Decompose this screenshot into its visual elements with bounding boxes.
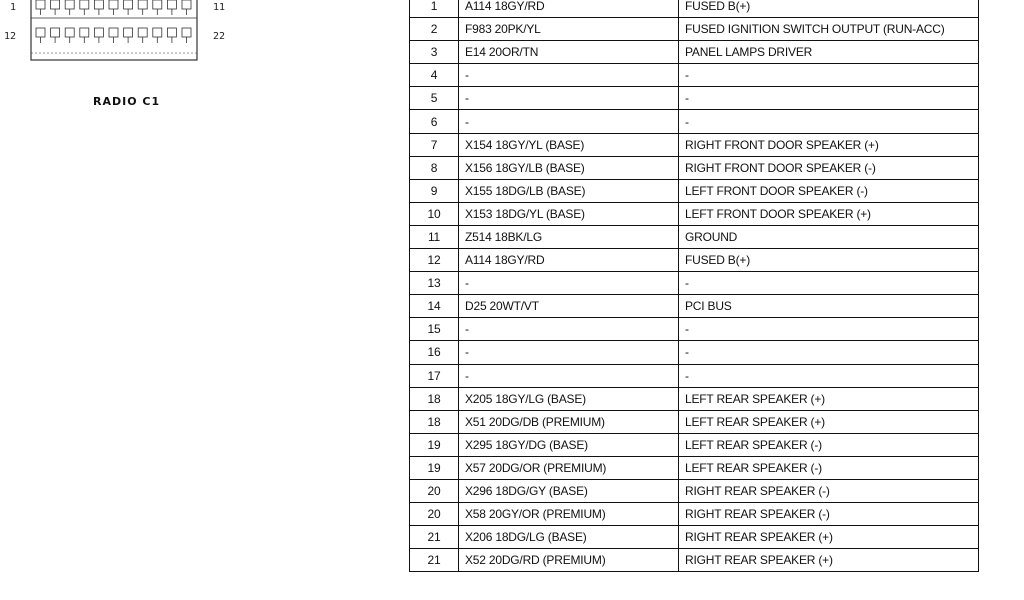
function-cell: LEFT REAR SPEAKER (-) [679,456,979,479]
cavity-cell: 8 [410,156,459,179]
table-row [410,18,979,41]
cavity-cell: 13 [410,272,459,295]
connector-pin-cavity [36,0,45,9]
circuit-cell: X154 18GY/YL (BASE) [459,133,679,156]
connector-pin-cavity [94,28,103,37]
table-row [410,479,979,502]
cavity-cell: 12 [410,249,459,272]
table-row [410,503,979,526]
cavity-cell: 11 [410,225,459,248]
connector-pin-cavity [182,0,191,9]
connector-pin-cavity [138,0,147,9]
cavity-cell: 9 [410,179,459,202]
table-row [410,179,979,202]
cavity-cell: 16 [410,341,459,364]
function-cell: RIGHT FRONT DOOR SPEAKER (+) [679,133,979,156]
function-cell: GROUND [679,225,979,248]
connector-pin-cavity [65,28,74,37]
function-cell: RIGHT REAR SPEAKER (+) [679,526,979,549]
cavity-cell: 19 [410,433,459,456]
connector-pin-cavity [109,0,118,9]
function-cell: - [679,87,979,110]
circuit-cell: X51 20DG/DB (PREMIUM) [459,410,679,433]
function-cell: FUSED B(+) [679,249,979,272]
circuit-cell: X156 18GY/LB (BASE) [459,156,679,179]
table-row [410,387,979,410]
circuit-cell: X205 18GY/LG (BASE) [459,387,679,410]
function-cell: FUSED IGNITION SWITCH OUTPUT (RUN-ACC) [679,18,979,41]
circuit-cell: - [459,110,679,133]
connector-pin-cavity [167,28,176,37]
function-cell: - [679,341,979,364]
connector-pin-cavity [51,0,60,9]
pin-label-1: 1 [10,2,17,13]
cavity-cell: 18 [410,387,459,410]
connector-pin-cavity [109,28,118,37]
connector-pin-row-2 [36,28,191,43]
connector-title: RADIO C1 [93,95,161,108]
function-cell: LEFT REAR SPEAKER (-) [679,433,979,456]
circuit-cell: X57 20DG/OR (PREMIUM) [459,456,679,479]
connector-pin-cavity [51,28,60,37]
function-cell: PCI BUS [679,295,979,318]
table-row [410,364,979,387]
circuit-cell: - [459,341,679,364]
cavity-cell: 14 [410,295,459,318]
function-cell: FUSED B(+) [679,0,979,18]
table-row [410,133,979,156]
cavity-cell: 4 [410,64,459,87]
function-cell: - [679,318,979,341]
cavity-cell: 2 [410,18,459,41]
connector-pin-cavity [80,0,89,9]
pin-assignment-table [409,0,979,572]
connector-pin-cavity [80,28,89,37]
cavity-cell: 3 [410,41,459,64]
table-row [410,295,979,318]
connector-pin-cavity [65,0,74,9]
circuit-cell: X52 20DG/RD (PREMIUM) [459,549,679,572]
table-row [410,272,979,295]
circuit-cell: - [459,272,679,295]
circuit-cell: A114 18GY/RD [459,0,679,18]
function-cell: LEFT FRONT DOOR SPEAKER (-) [679,179,979,202]
table-row [410,249,979,272]
connector-pin-cavity [138,28,147,37]
connector-pin-row-1 [36,0,191,15]
function-cell: LEFT FRONT DOOR SPEAKER (+) [679,202,979,225]
circuit-cell: Z514 18BK/LG [459,225,679,248]
function-cell: LEFT REAR SPEAKER (+) [679,387,979,410]
table-row [410,110,979,133]
table-row [410,156,979,179]
circuit-cell: X296 18DG/GY (BASE) [459,479,679,502]
circuit-cell: D25 20WT/VT [459,295,679,318]
cavity-cell: 18 [410,410,459,433]
function-cell: RIGHT REAR SPEAKER (+) [679,549,979,572]
circuit-cell: - [459,364,679,387]
circuit-cell: X58 20GY/OR (PREMIUM) [459,503,679,526]
cavity-cell: 20 [410,503,459,526]
table-row [410,549,979,572]
table-row [410,341,979,364]
table-row [410,41,979,64]
table-row [410,0,979,18]
cavity-cell: 21 [410,549,459,572]
function-cell: - [679,64,979,87]
cavity-cell: 10 [410,202,459,225]
connector-pin-cavity [124,0,133,9]
connector-pin-cavity [153,28,162,37]
circuit-cell: X155 18DG/LB (BASE) [459,179,679,202]
cavity-cell: 1 [410,0,459,18]
radio-c1-connector-diagram [0,0,260,120]
table-row [410,456,979,479]
pin-label-12: 12 [4,31,17,42]
function-cell: RIGHT REAR SPEAKER (-) [679,479,979,502]
function-cell: LEFT REAR SPEAKER (+) [679,410,979,433]
circuit-cell: - [459,318,679,341]
table-row [410,64,979,87]
circuit-cell: A114 18GY/RD [459,249,679,272]
cavity-cell: 20 [410,479,459,502]
pin-label-22: 22 [213,31,226,42]
cavity-cell: 5 [410,87,459,110]
cavity-cell: 17 [410,364,459,387]
cavity-cell: 19 [410,456,459,479]
circuit-cell: X153 18DG/YL (BASE) [459,202,679,225]
function-cell: - [679,364,979,387]
connector-pin-cavity [124,28,133,37]
connector-pin-cavity [36,28,45,37]
cavity-cell: 7 [410,133,459,156]
circuit-cell: E14 20OR/TN [459,41,679,64]
table-row [410,225,979,248]
cavity-cell: 6 [410,110,459,133]
connector-pin-cavity [167,0,176,9]
table-row [410,526,979,549]
connector-pin-cavity [182,28,191,37]
cavity-cell: 15 [410,318,459,341]
circuit-cell: X206 18DG/LG (BASE) [459,526,679,549]
table-row [410,202,979,225]
table-row [410,318,979,341]
circuit-cell: - [459,64,679,87]
function-cell: RIGHT REAR SPEAKER (-) [679,503,979,526]
function-cell: PANEL LAMPS DRIVER [679,41,979,64]
table-row [410,87,979,110]
table-row [410,433,979,456]
circuit-cell: F983 20PK/YL [459,18,679,41]
pin-label-11: 11 [213,2,226,13]
circuit-cell: X295 18GY/DG (BASE) [459,433,679,456]
function-cell: - [679,272,979,295]
function-cell: RIGHT FRONT DOOR SPEAKER (-) [679,156,979,179]
connector-pin-cavity [94,0,103,9]
cavity-cell: 21 [410,526,459,549]
circuit-cell: - [459,87,679,110]
function-cell: - [679,110,979,133]
connector-pin-cavity [153,0,162,9]
table-row [410,410,979,433]
